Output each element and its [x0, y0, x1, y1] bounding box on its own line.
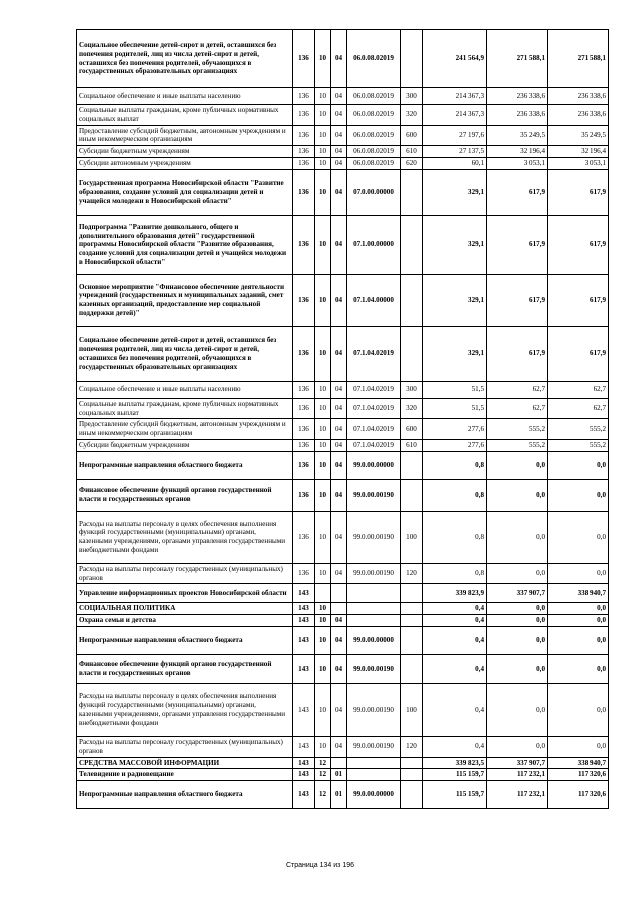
- subsection-code: 04: [331, 511, 347, 563]
- admin-code: 143: [293, 584, 315, 603]
- admin-code: 136: [293, 30, 315, 88]
- admin-code: 136: [293, 88, 315, 105]
- expense-type-code: [401, 615, 423, 627]
- amount-year-3: 32 196,4: [548, 146, 609, 158]
- target-article-code: 07.1.04.02019: [347, 439, 401, 451]
- amount-year-2: 62,7: [487, 381, 548, 398]
- subsection-code: 04: [331, 381, 347, 398]
- table-row: [77, 274, 609, 326]
- subsection-code: 04: [331, 626, 347, 654]
- amount-year-2: 0,0: [487, 736, 548, 757]
- amount-year-2: 117 232,1: [487, 781, 548, 809]
- amount-year-1: 51,5: [423, 398, 487, 419]
- amount-year-1: 0,4: [423, 615, 487, 627]
- admin-code: 136: [293, 169, 315, 215]
- amount-year-2: 35 249,5: [487, 125, 548, 146]
- amount-year-2: 0,0: [487, 603, 548, 615]
- budget-table-body: [77, 30, 609, 809]
- amount-year-1: 329,1: [423, 326, 487, 381]
- amount-year-3: 0,0: [548, 563, 609, 584]
- amount-year-3: 617,9: [548, 274, 609, 326]
- amount-year-1: 277,6: [423, 419, 487, 440]
- section-code: 10: [315, 88, 331, 105]
- subsection-code: 04: [331, 215, 347, 274]
- target-article-code: 07.1.04.02019: [347, 419, 401, 440]
- admin-code: 136: [293, 105, 315, 126]
- amount-year-2: 617,9: [487, 169, 548, 215]
- target-article-code: 07.1.04.02019: [347, 326, 401, 381]
- page-footer: Страница 134 из 196: [285, 862, 355, 869]
- budget-table: [76, 29, 609, 809]
- subsection-code: 04: [331, 736, 347, 757]
- amount-year-1: 115 159,7: [423, 769, 487, 781]
- amount-year-1: 27 137,5: [423, 146, 487, 158]
- admin-code: 136: [293, 215, 315, 274]
- admin-code: 136: [293, 146, 315, 158]
- subsection-code: 04: [331, 30, 347, 88]
- table-row: [77, 105, 609, 126]
- subsection-code: 04: [331, 88, 347, 105]
- amount-year-2: 555,2: [487, 439, 548, 451]
- expense-type-code: [401, 781, 423, 809]
- subsection-code: 04: [331, 479, 347, 511]
- row-description: Субсидии автономным учреждениям: [77, 157, 293, 169]
- admin-code: 136: [293, 326, 315, 381]
- table-row: [77, 781, 609, 809]
- amount-year-2: 236 338,6: [487, 105, 548, 126]
- row-description: Финансовое обеспечение функций органов государственной власти и государственных органов: [77, 654, 293, 683]
- amount-year-3: 3 053,1: [548, 157, 609, 169]
- amount-year-1: 0,4: [423, 736, 487, 757]
- amount-year-2: 617,9: [487, 274, 548, 326]
- amount-year-1: 0,8: [423, 451, 487, 479]
- expense-type-code: 120: [401, 563, 423, 584]
- section-code: [315, 584, 331, 603]
- row-description: Расходы на выплаты персоналу в целях обеспечения выполнения функций государственными (муниципальными) органами, казенными учреждениями, органами управления государственными внебюджетными фондами: [77, 683, 293, 736]
- subsection-code: 04: [331, 615, 347, 627]
- subsection-code: 04: [331, 157, 347, 169]
- row-description: Субсидии бюджетным учреждениям: [77, 146, 293, 158]
- amount-year-2: 32 196,4: [487, 146, 548, 158]
- subsection-code: 04: [331, 125, 347, 146]
- expense-type-code: 600: [401, 419, 423, 440]
- subsection-code: 04: [331, 274, 347, 326]
- amount-year-3: 0,0: [548, 683, 609, 736]
- amount-year-2: 617,9: [487, 326, 548, 381]
- target-article-code: [347, 584, 401, 603]
- table-row: [77, 615, 609, 627]
- expense-type-code: [401, 215, 423, 274]
- amount-year-1: 339 823,5: [423, 757, 487, 769]
- admin-code: 136: [293, 451, 315, 479]
- subsection-code: 04: [331, 683, 347, 736]
- expense-type-code: 100: [401, 511, 423, 563]
- row-description: Финансовое обеспечение функций органов государственной власти и государственных органов: [77, 479, 293, 511]
- expense-type-code: 300: [401, 88, 423, 105]
- section-code: 12: [315, 781, 331, 809]
- target-article-code: 07.1.04.00000: [347, 274, 401, 326]
- admin-code: 143: [293, 615, 315, 627]
- amount-year-3: 236 338,6: [548, 105, 609, 126]
- section-code: 10: [315, 215, 331, 274]
- admin-code: 143: [293, 654, 315, 683]
- amount-year-1: 214 367,3: [423, 105, 487, 126]
- section-code: 10: [315, 439, 331, 451]
- amount-year-3: 0,0: [548, 736, 609, 757]
- target-article-code: 07.1.04.02019: [347, 381, 401, 398]
- expense-type-code: 600: [401, 125, 423, 146]
- target-article-code: 06.0.08.02019: [347, 157, 401, 169]
- amount-year-3: 338 940,7: [548, 584, 609, 603]
- amount-year-1: 277,6: [423, 439, 487, 451]
- row-description: Подпрограмма "Развитие дошкольного, общего и дополнительного образования детей" государственной программы Новосибирской области "Развитие образования, создание условий для социализации детей и учащейся молодежи в Новосибирской области": [77, 215, 293, 274]
- section-code: 10: [315, 563, 331, 584]
- subsection-code: 04: [331, 169, 347, 215]
- amount-year-3: 617,9: [548, 326, 609, 381]
- expense-type-code: 610: [401, 439, 423, 451]
- amount-year-3: 555,2: [548, 439, 609, 451]
- target-article-code: 07.1.00.00000: [347, 215, 401, 274]
- section-code: 10: [315, 326, 331, 381]
- target-article-code: 99.0.00.00000: [347, 626, 401, 654]
- row-description: Социальное обеспечение и иные выплаты населению: [77, 381, 293, 398]
- row-description: Предоставление субсидий бюджетным, автономным учреждениям и иным некоммерческим организациям: [77, 419, 293, 440]
- expense-type-code: 320: [401, 398, 423, 419]
- section-code: 10: [315, 451, 331, 479]
- row-description: Социальное обеспечение и иные выплаты населению: [77, 88, 293, 105]
- target-article-code: [347, 603, 401, 615]
- table-row: [77, 479, 609, 511]
- expense-type-code: 300: [401, 381, 423, 398]
- table-row: [77, 769, 609, 781]
- admin-code: 136: [293, 419, 315, 440]
- amount-year-3: 0,0: [548, 451, 609, 479]
- admin-code: 143: [293, 781, 315, 809]
- subsection-code: [331, 757, 347, 769]
- amount-year-1: 214 367,3: [423, 88, 487, 105]
- row-description: Социальные выплаты гражданам, кроме публичных нормативных социальных выплат: [77, 398, 293, 419]
- amount-year-1: 0,4: [423, 626, 487, 654]
- expense-type-code: [401, 584, 423, 603]
- amount-year-3: 0,0: [548, 654, 609, 683]
- amount-year-2: 0,0: [487, 479, 548, 511]
- section-code: 10: [315, 398, 331, 419]
- subsection-code: 04: [331, 146, 347, 158]
- table-row: [77, 439, 609, 451]
- row-description: Предоставление субсидий бюджетным, автономным учреждениям и иным некоммерческим организациям: [77, 125, 293, 146]
- subsection-code: 04: [331, 105, 347, 126]
- section-code: 10: [315, 603, 331, 615]
- target-article-code: [347, 615, 401, 627]
- amount-year-2: 337 907,7: [487, 584, 548, 603]
- section-code: 10: [315, 419, 331, 440]
- table-row: [77, 563, 609, 584]
- expense-type-code: [401, 479, 423, 511]
- row-description: Расходы на выплаты персоналу в целях обеспечения выполнения функций государственными (муниципальными) органами, казенными учреждениями, органами управления государственными внебюджетными фондами: [77, 511, 293, 563]
- target-article-code: 99.0.00.00190: [347, 479, 401, 511]
- target-article-code: 99.0.00.00190: [347, 511, 401, 563]
- row-description: СОЦИАЛЬНАЯ ПОЛИТИКА: [77, 603, 293, 615]
- amount-year-2: 3 053,1: [487, 157, 548, 169]
- target-article-code: 06.0.08.02019: [347, 146, 401, 158]
- section-code: 10: [315, 157, 331, 169]
- target-article-code: 06.0.08.02019: [347, 105, 401, 126]
- expense-type-code: [401, 274, 423, 326]
- row-description: Социальное обеспечение детей-сирот и детей, оставшихся без попечения родителей, лиц из числа детей-сирот и детей, оставшихся без попечения родителей, обучающихся в государственных образовательных организациях: [77, 326, 293, 381]
- amount-year-2: 236 338,6: [487, 88, 548, 105]
- target-article-code: 99.0.00.00000: [347, 781, 401, 809]
- amount-year-3: 35 249,5: [548, 125, 609, 146]
- admin-code: 136: [293, 381, 315, 398]
- admin-code: 136: [293, 439, 315, 451]
- amount-year-2: 271 588,1: [487, 30, 548, 88]
- section-code: 10: [315, 736, 331, 757]
- section-code: 10: [315, 626, 331, 654]
- amount-year-1: 0,8: [423, 511, 487, 563]
- row-description: Телевидение и радиовещание: [77, 769, 293, 781]
- amount-year-1: 0,4: [423, 654, 487, 683]
- row-description: Расходы на выплаты персоналу государственных (муниципальных) органов: [77, 563, 293, 584]
- row-description: Социальное обеспечение детей-сирот и детей, оставшихся без попечения родителей, лиц из числа детей-сирот и детей, оставшихся без попечения родителей, обучающихся в государственных образовательных организациях: [77, 30, 293, 88]
- amount-year-1: 27 197,6: [423, 125, 487, 146]
- expense-type-code: 100: [401, 683, 423, 736]
- amount-year-1: 0,4: [423, 683, 487, 736]
- amount-year-2: 337 907,7: [487, 757, 548, 769]
- amount-year-2: 555,2: [487, 419, 548, 440]
- subsection-code: 01: [331, 781, 347, 809]
- subsection-code: 01: [331, 769, 347, 781]
- row-description: Охрана семьи и детства: [77, 615, 293, 627]
- subsection-code: 04: [331, 563, 347, 584]
- target-article-code: 99.0.00.00190: [347, 563, 401, 584]
- amount-year-3: 271 588,1: [548, 30, 609, 88]
- amount-year-1: 241 564,9: [423, 30, 487, 88]
- row-description: Непрограммные направления областного бюджета: [77, 626, 293, 654]
- expense-type-code: [401, 626, 423, 654]
- expense-type-code: [401, 769, 423, 781]
- subsection-code: [331, 584, 347, 603]
- admin-code: 136: [293, 398, 315, 419]
- subsection-code: [331, 603, 347, 615]
- amount-year-1: 329,1: [423, 274, 487, 326]
- table-row: [77, 683, 609, 736]
- subsection-code: 04: [331, 439, 347, 451]
- table-row: [77, 736, 609, 757]
- section-code: 10: [315, 105, 331, 126]
- subsection-code: 04: [331, 451, 347, 479]
- target-article-code: 06.0.08.02019: [347, 88, 401, 105]
- table-row: [77, 30, 609, 88]
- section-code: 10: [315, 125, 331, 146]
- table-row: [77, 169, 609, 215]
- amount-year-3: 117 320,6: [548, 781, 609, 809]
- section-code: 12: [315, 757, 331, 769]
- table-row: [77, 326, 609, 381]
- row-description: Основное мероприятие "Финансовое обеспечение деятельности учреждений (государственных и муниципальных заданий, смет казенных организаций, предоставление мер социальной поддержки детей)": [77, 274, 293, 326]
- expense-type-code: 610: [401, 146, 423, 158]
- section-code: 10: [315, 146, 331, 158]
- admin-code: 136: [293, 125, 315, 146]
- amount-year-2: 0,0: [487, 683, 548, 736]
- expense-type-code: [401, 757, 423, 769]
- target-article-code: 99.0.00.00190: [347, 736, 401, 757]
- amount-year-3: 617,9: [548, 215, 609, 274]
- admin-code: 143: [293, 683, 315, 736]
- amount-year-3: 338 940,7: [548, 757, 609, 769]
- section-code: 10: [315, 683, 331, 736]
- table-row: [77, 511, 609, 563]
- amount-year-3: 0,0: [548, 479, 609, 511]
- table-row: [77, 626, 609, 654]
- amount-year-3: 0,0: [548, 511, 609, 563]
- amount-year-3: 555,2: [548, 419, 609, 440]
- amount-year-3: 0,0: [548, 603, 609, 615]
- admin-code: 143: [293, 603, 315, 615]
- row-description: СРЕДСТВА МАССОВОЙ ИНФОРМАЦИИ: [77, 757, 293, 769]
- admin-code: 143: [293, 626, 315, 654]
- amount-year-1: 329,1: [423, 169, 487, 215]
- expense-type-code: 120: [401, 736, 423, 757]
- target-article-code: [347, 757, 401, 769]
- table-row: [77, 88, 609, 105]
- subsection-code: 04: [331, 326, 347, 381]
- amount-year-1: 115 159,7: [423, 781, 487, 809]
- subsection-code: 04: [331, 398, 347, 419]
- expense-type-code: [401, 451, 423, 479]
- amount-year-2: 617,9: [487, 215, 548, 274]
- target-article-code: 07.0.00.00000: [347, 169, 401, 215]
- row-description: Управление информационных проектов Новосибирской области: [77, 584, 293, 603]
- row-description: Непрограммные направления областного бюджета: [77, 781, 293, 809]
- section-code: 10: [315, 30, 331, 88]
- target-article-code: 99.0.00.00190: [347, 654, 401, 683]
- admin-code: 136: [293, 274, 315, 326]
- amount-year-1: 0,4: [423, 603, 487, 615]
- admin-code: 143: [293, 769, 315, 781]
- table-row: [77, 398, 609, 419]
- table-row: [77, 146, 609, 158]
- table-row: [77, 215, 609, 274]
- amount-year-3: 0,0: [548, 615, 609, 627]
- section-code: 10: [315, 654, 331, 683]
- row-description: Непрограммные направления областного бюджета: [77, 451, 293, 479]
- expense-type-code: [401, 169, 423, 215]
- amount-year-1: 0,8: [423, 563, 487, 584]
- amount-year-2: 0,0: [487, 511, 548, 563]
- expense-type-code: [401, 603, 423, 615]
- admin-code: 136: [293, 157, 315, 169]
- expense-type-code: [401, 30, 423, 88]
- amount-year-1: 339 823,9: [423, 584, 487, 603]
- section-code: 10: [315, 169, 331, 215]
- target-article-code: 07.1.04.02019: [347, 398, 401, 419]
- amount-year-1: 329,1: [423, 215, 487, 274]
- expense-type-code: [401, 326, 423, 381]
- table-row: [77, 451, 609, 479]
- amount-year-3: 117 320,6: [548, 769, 609, 781]
- table-row: [77, 654, 609, 683]
- amount-year-2: 0,0: [487, 563, 548, 584]
- expense-type-code: 320: [401, 105, 423, 126]
- table-row: [77, 419, 609, 440]
- section-code: 10: [315, 274, 331, 326]
- row-description: Субсидии бюджетным учреждениям: [77, 439, 293, 451]
- row-description: Государственная программа Новосибирской области "Развитие образования, создание условий для социализации детей и учащейся молодежи в Новосибирской области": [77, 169, 293, 215]
- target-article-code: [347, 769, 401, 781]
- amount-year-2: 0,0: [487, 615, 548, 627]
- amount-year-2: 0,0: [487, 451, 548, 479]
- amount-year-3: 62,7: [548, 398, 609, 419]
- amount-year-2: 117 232,1: [487, 769, 548, 781]
- table-row: [77, 584, 609, 603]
- target-article-code: 06.0.08.02019: [347, 125, 401, 146]
- table-row: [77, 757, 609, 769]
- subsection-code: 04: [331, 654, 347, 683]
- expense-type-code: 620: [401, 157, 423, 169]
- table-row: [77, 603, 609, 615]
- target-article-code: 99.0.00.00000: [347, 451, 401, 479]
- amount-year-3: 62,7: [548, 381, 609, 398]
- section-code: 10: [315, 615, 331, 627]
- amount-year-3: 617,9: [548, 169, 609, 215]
- table-row: [77, 157, 609, 169]
- amount-year-1: 60,1: [423, 157, 487, 169]
- table-row: [77, 125, 609, 146]
- row-description: Расходы на выплаты персоналу государственных (муниципальных) органов: [77, 736, 293, 757]
- admin-code: 136: [293, 479, 315, 511]
- section-code: 10: [315, 479, 331, 511]
- amount-year-2: 62,7: [487, 398, 548, 419]
- expense-type-code: [401, 654, 423, 683]
- section-code: 10: [315, 381, 331, 398]
- admin-code: 136: [293, 563, 315, 584]
- amount-year-3: 0,0: [548, 626, 609, 654]
- table-row: [77, 381, 609, 398]
- target-article-code: 99.0.00.00190: [347, 683, 401, 736]
- subsection-code: 04: [331, 419, 347, 440]
- section-code: 10: [315, 511, 331, 563]
- row-description: Социальные выплаты гражданам, кроме публичных нормативных социальных выплат: [77, 105, 293, 126]
- section-code: 12: [315, 769, 331, 781]
- amount-year-1: 0,8: [423, 479, 487, 511]
- amount-year-3: 236 338,6: [548, 88, 609, 105]
- amount-year-1: 51,5: [423, 381, 487, 398]
- admin-code: 143: [293, 757, 315, 769]
- amount-year-2: 0,0: [487, 626, 548, 654]
- admin-code: 143: [293, 736, 315, 757]
- target-article-code: 06.0.08.02019: [347, 30, 401, 88]
- amount-year-2: 0,0: [487, 654, 548, 683]
- admin-code: 136: [293, 511, 315, 563]
